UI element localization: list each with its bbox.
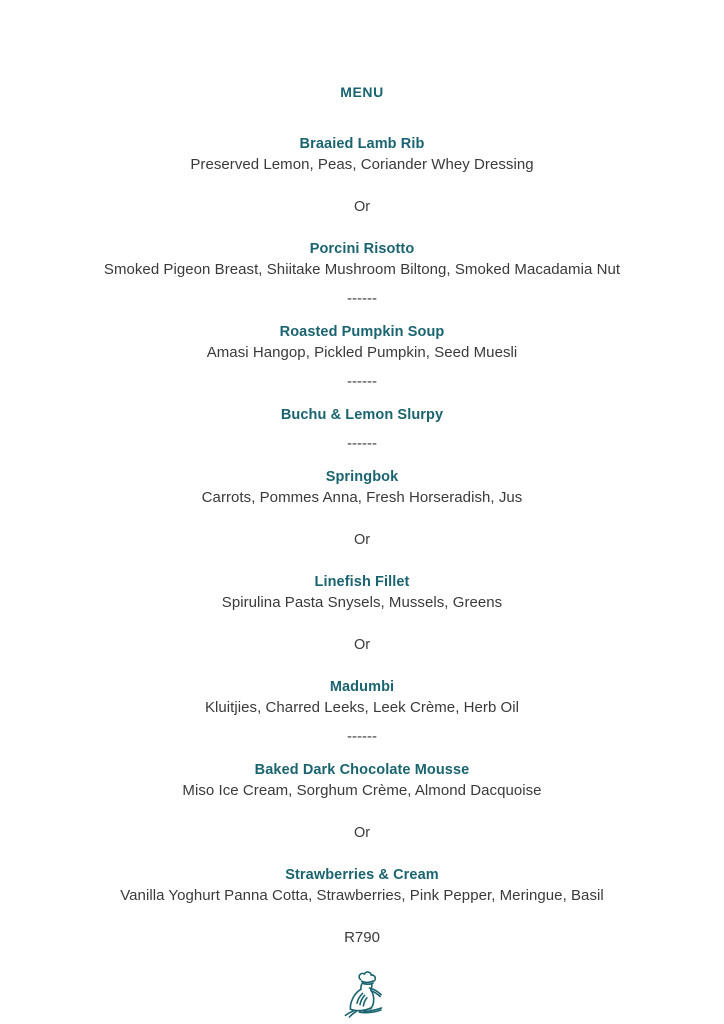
spacer <box>40 217 684 239</box>
spacer <box>40 363 684 373</box>
dish-springbok <box>40 467 684 508</box>
section-separator: ------ <box>347 373 377 390</box>
spacer <box>40 280 684 290</box>
dish-name: Springbok <box>325 469 399 485</box>
dish-description: Preserved Lemon, Peas, Coriander Whey Dressing <box>190 156 534 173</box>
spacer <box>40 391 684 405</box>
page-title: MENU <box>340 84 384 100</box>
dish-name: Braaied Lamb Rib <box>299 136 425 152</box>
or-divider: Or <box>353 825 371 841</box>
or-divider: Or <box>353 532 371 548</box>
dish-description: Kluitjies, Charred Leeks, Leek Crème, Herb Oil <box>204 699 520 716</box>
spacer <box>40 100 684 134</box>
spacer <box>40 550 684 572</box>
spacer <box>40 906 684 928</box>
section-separator: ------ <box>347 728 377 745</box>
dish-name: Strawberries & Cream <box>285 867 439 883</box>
dish-strawberries-and-cream <box>40 865 684 906</box>
spacer <box>40 308 684 322</box>
logo-container <box>40 966 684 1020</box>
dish-name: Buchu & Lemon Slurpy <box>280 407 444 423</box>
dish-name: Roasted Pumpkin Soup <box>279 324 445 340</box>
or-divider: Or <box>353 637 371 653</box>
spacer <box>40 746 684 760</box>
or-divider: Or <box>353 199 371 215</box>
spacer <box>40 655 684 677</box>
spacer <box>40 425 684 435</box>
spacer <box>40 613 684 635</box>
menu-price: R790 <box>344 929 380 946</box>
spacer <box>40 718 684 728</box>
spacer <box>40 453 684 467</box>
section-separator: ------ <box>347 435 377 452</box>
dish-name: Baked Dark Chocolate Mousse <box>254 762 470 778</box>
dish-name: Madumbi <box>329 679 395 695</box>
dish-buchu-lemon-slurpy <box>40 405 684 425</box>
dish-baked-dark-chocolate-mousse <box>40 760 684 801</box>
spacer <box>40 508 684 530</box>
dish-description: Carrots, Pommes Anna, Fresh Horseradish, Jus <box>201 489 523 506</box>
spacer <box>40 801 684 823</box>
dish-name: Porcini Risotto <box>309 241 415 257</box>
dish-braaied-lamb-rib <box>40 134 684 175</box>
dish-description: Vanilla Yoghurt Panna Cotta, Strawberries, Pink Pepper, Meringue, Basil <box>120 887 604 904</box>
dish-madumbi <box>40 677 684 718</box>
dish-porcini-risotto <box>40 239 684 280</box>
dish-description: Miso Ice Cream, Sorghum Crème, Almond Dacquoise <box>182 782 542 799</box>
dish-roasted-pumpkin-soup <box>40 322 684 363</box>
dish-description: Spirulina Pasta Snysels, Mussels, Greens <box>221 594 503 611</box>
spacer <box>40 843 684 865</box>
dish-linefish-fillet <box>40 572 684 613</box>
chef-bird-logo-icon <box>333 966 391 1020</box>
dish-name: Linefish Fillet <box>314 574 410 590</box>
section-separator: ------ <box>347 290 377 307</box>
dish-description: Amasi Hangop, Pickled Pumpkin, Seed Muesli <box>206 344 518 361</box>
spacer <box>40 175 684 197</box>
dish-description: Smoked Pigeon Breast, Shiitake Mushroom Biltong, Smoked Macadamia Nut <box>103 261 621 278</box>
